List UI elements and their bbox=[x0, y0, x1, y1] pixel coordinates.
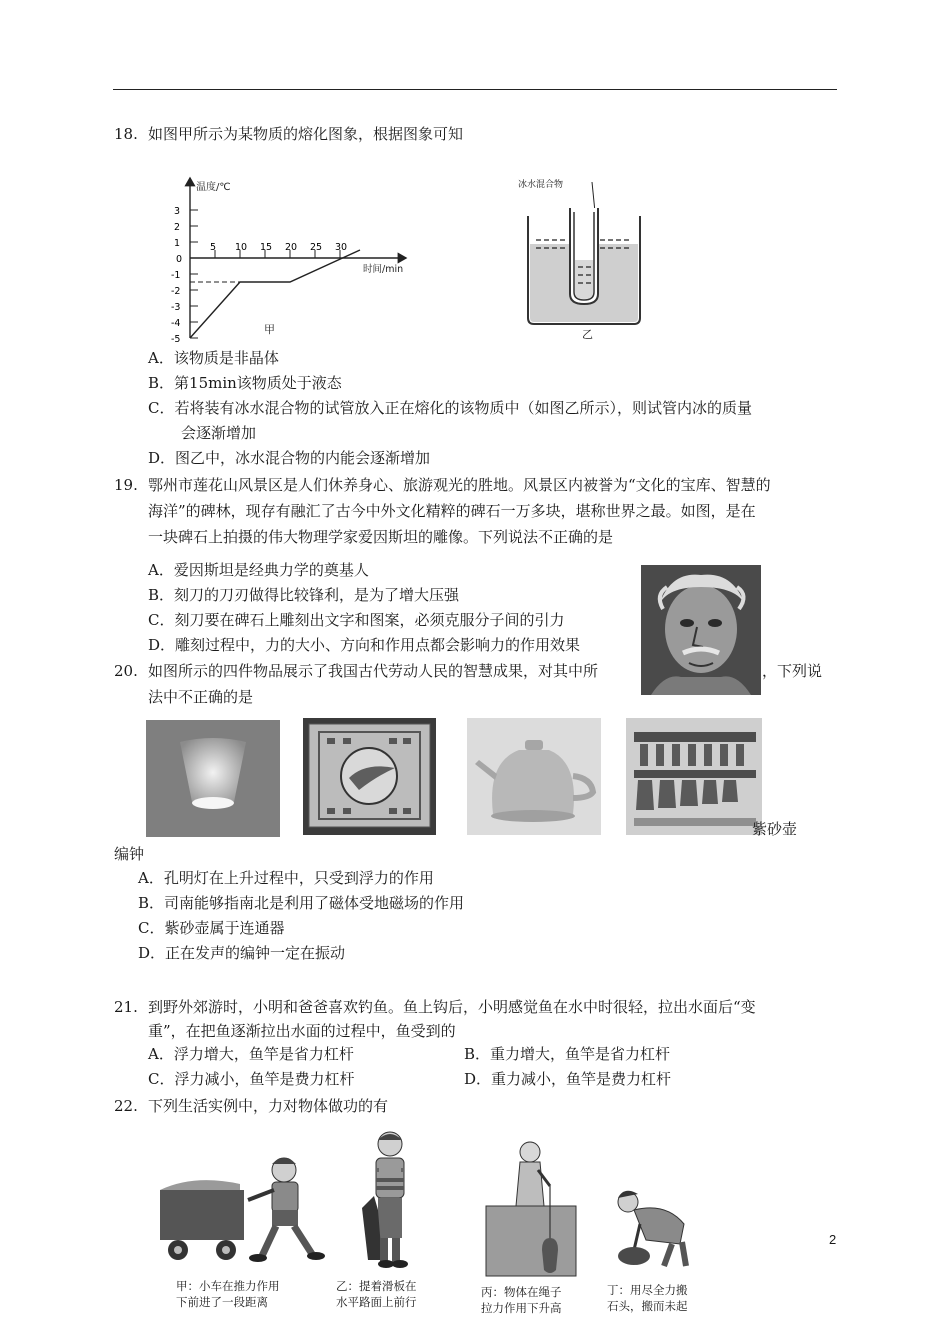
x-tick-label: 20 bbox=[285, 242, 298, 253]
q22-carrying-board-figure bbox=[356, 1128, 420, 1270]
y-tick-label: 3 bbox=[174, 206, 181, 217]
header-rule bbox=[113, 89, 837, 90]
q21-option-d: D．重力减小，鱼竿是费力杠杆 bbox=[464, 1070, 672, 1088]
q19-line-2: 海洋”的碑林，现存有融汇了古今中外文化精粹的碑石一万多块，堪称世界之最。如图，是在 bbox=[148, 502, 756, 520]
q19-number: 19. bbox=[114, 476, 138, 494]
q22-pushing-cart-figure bbox=[154, 1150, 326, 1268]
ice-water-label: 冰水混合物 bbox=[518, 180, 564, 190]
q18-beaker-figure bbox=[514, 172, 664, 342]
q20-line-1-end: ，下列说 bbox=[762, 662, 823, 680]
sinan-compass-photo bbox=[303, 718, 436, 835]
y-tick-label: 2 bbox=[174, 222, 181, 233]
y-tick-label: -2 bbox=[171, 286, 181, 297]
q22-number: 22. bbox=[114, 1097, 138, 1115]
x-tick-label: 30 bbox=[335, 242, 348, 253]
q20-line-1: 20. 如图所示的四件物品展示了我国古代劳动人民的智慧成果，对其中所 bbox=[114, 658, 598, 684]
y-tick-label: 0 bbox=[176, 254, 183, 265]
q22-stem: 22. 下列生活实例中，力对物体做功的有 bbox=[114, 1093, 388, 1119]
q18-option-a: A．该物质是非晶体 bbox=[148, 349, 279, 367]
q18-stem-text: 如图甲所示为某物质的熔化图象，根据图象可知 bbox=[148, 125, 464, 143]
q18-melting-chart bbox=[160, 172, 420, 344]
q19-options bbox=[148, 558, 580, 658]
q20-caption-bells: 编钟 bbox=[114, 845, 145, 863]
q22-stone-lift-figure bbox=[606, 1184, 692, 1270]
q20-option-c: C．紫砂壶属于连通器 bbox=[138, 919, 285, 937]
zisha-teapot-photo bbox=[467, 718, 601, 835]
q21-line-1: 21. 到野外郊游时，小明和爸爸喜欢钓鱼。鱼上钩后，小明感觉鱼在水中时很轻，拉出水面后“变 bbox=[114, 994, 756, 1020]
q21-option-c: C．浮力减小，鱼竿是费力杠杆 bbox=[148, 1070, 355, 1088]
q18-option-c: C．若将装有冰水混合物的试管放入正在熔化的该物质中（如图乙所示），则试管内冰的质量 bbox=[148, 399, 752, 417]
q22-caption-jia: 甲：小车在推力作用 下前进了一段距离 bbox=[176, 1279, 280, 1309]
q20-option-a: A．孔明灯在上升过程中，只受到浮力的作用 bbox=[138, 869, 434, 887]
q20-caption-teapot: 紫砂壶 bbox=[752, 820, 798, 838]
q20-option-b: B．司南能够指南北是利用了磁体受地磁场的作用 bbox=[138, 894, 465, 912]
q19-option-b: B．刻刀的刀刃做得比较锋利，是为了增大压强 bbox=[148, 586, 460, 604]
y-tick-label: 1 bbox=[174, 238, 181, 249]
q18-option-d: D．图乙中，冰水混合物的内能会逐渐增加 bbox=[148, 449, 431, 467]
q18-option-b: B．第15min该物质处于液态 bbox=[148, 374, 342, 392]
einstein-relief-photo bbox=[641, 565, 761, 695]
q18-number: 18. bbox=[114, 125, 138, 143]
q18-stem bbox=[114, 121, 463, 147]
q21-line-2: 重”，在把鱼逐渐拉出水面的过程中，鱼受到的 bbox=[148, 1022, 456, 1040]
kongming-lantern-photo bbox=[146, 720, 280, 837]
x-tick-label: 25 bbox=[310, 242, 323, 253]
q21-option-b: B．重力增大，鱼竿是省力杠杆 bbox=[464, 1045, 671, 1063]
q18-options bbox=[148, 346, 752, 471]
q20-option-d: D．正在发声的编钟一定在振动 bbox=[138, 944, 346, 962]
x-axis-label: 时间/min bbox=[363, 264, 404, 275]
y-tick-label: -4 bbox=[171, 318, 181, 329]
x-tick-label: 5 bbox=[210, 242, 217, 253]
q22-caption-bing: 丙：物体在绳子 拉力作用下升高 bbox=[481, 1285, 562, 1315]
x-tick-label: 10 bbox=[235, 242, 248, 253]
chart-title: 甲 bbox=[264, 323, 275, 336]
q20-options bbox=[138, 866, 464, 966]
q18-option-c-cont: 会逐渐增加 bbox=[181, 424, 257, 442]
q22-caption-ding: 丁：用尽全力搬 石头，搬而未起 bbox=[607, 1283, 688, 1313]
figure-caption: 乙 bbox=[582, 328, 593, 341]
y-tick-label: -1 bbox=[171, 270, 181, 281]
q22-caption-yi: 乙：提着滑板在 水平路面上前行 bbox=[336, 1279, 417, 1309]
q19-line-1: 19. 鄂州市莲花山风景区是人们休养身心、旅游观光的胜地。风景区内被誉为“文化的宝库、智慧的 bbox=[114, 472, 771, 498]
temperature-curve bbox=[190, 250, 360, 338]
q21-option-a: A．浮力增大，鱼竿是省力杠杆 bbox=[148, 1045, 354, 1063]
q22-rope-lift-figure bbox=[484, 1138, 580, 1278]
y-tick-label: -5 bbox=[171, 334, 181, 344]
q20-number: 20. bbox=[114, 662, 138, 680]
q19-option-d: D．雕刻过程中，力的大小、方向和作用点都会影响力的作用效果 bbox=[148, 636, 581, 654]
q20-line-2: 法中不正确的是 bbox=[148, 688, 254, 706]
q19-line-3: 一块碑石上拍摄的伟大物理学家爱因斯坦的雕像。下列说法不正确的是 bbox=[148, 528, 614, 546]
page-number: 2 bbox=[829, 1232, 837, 1247]
q19-option-c: C．刻刀要在碑石上雕刻出文字和图案，必须克服分子间的引力 bbox=[148, 611, 565, 629]
y-axis-label: 温度/℃ bbox=[196, 182, 231, 193]
x-tick-label: 15 bbox=[260, 242, 273, 253]
q21-number: 21. bbox=[114, 998, 138, 1016]
q19-option-a: A．爱因斯坦是经典力学的奠基人 bbox=[148, 561, 369, 579]
bianzhong-bells-photo bbox=[626, 718, 762, 835]
y-tick-label: -3 bbox=[171, 302, 181, 313]
